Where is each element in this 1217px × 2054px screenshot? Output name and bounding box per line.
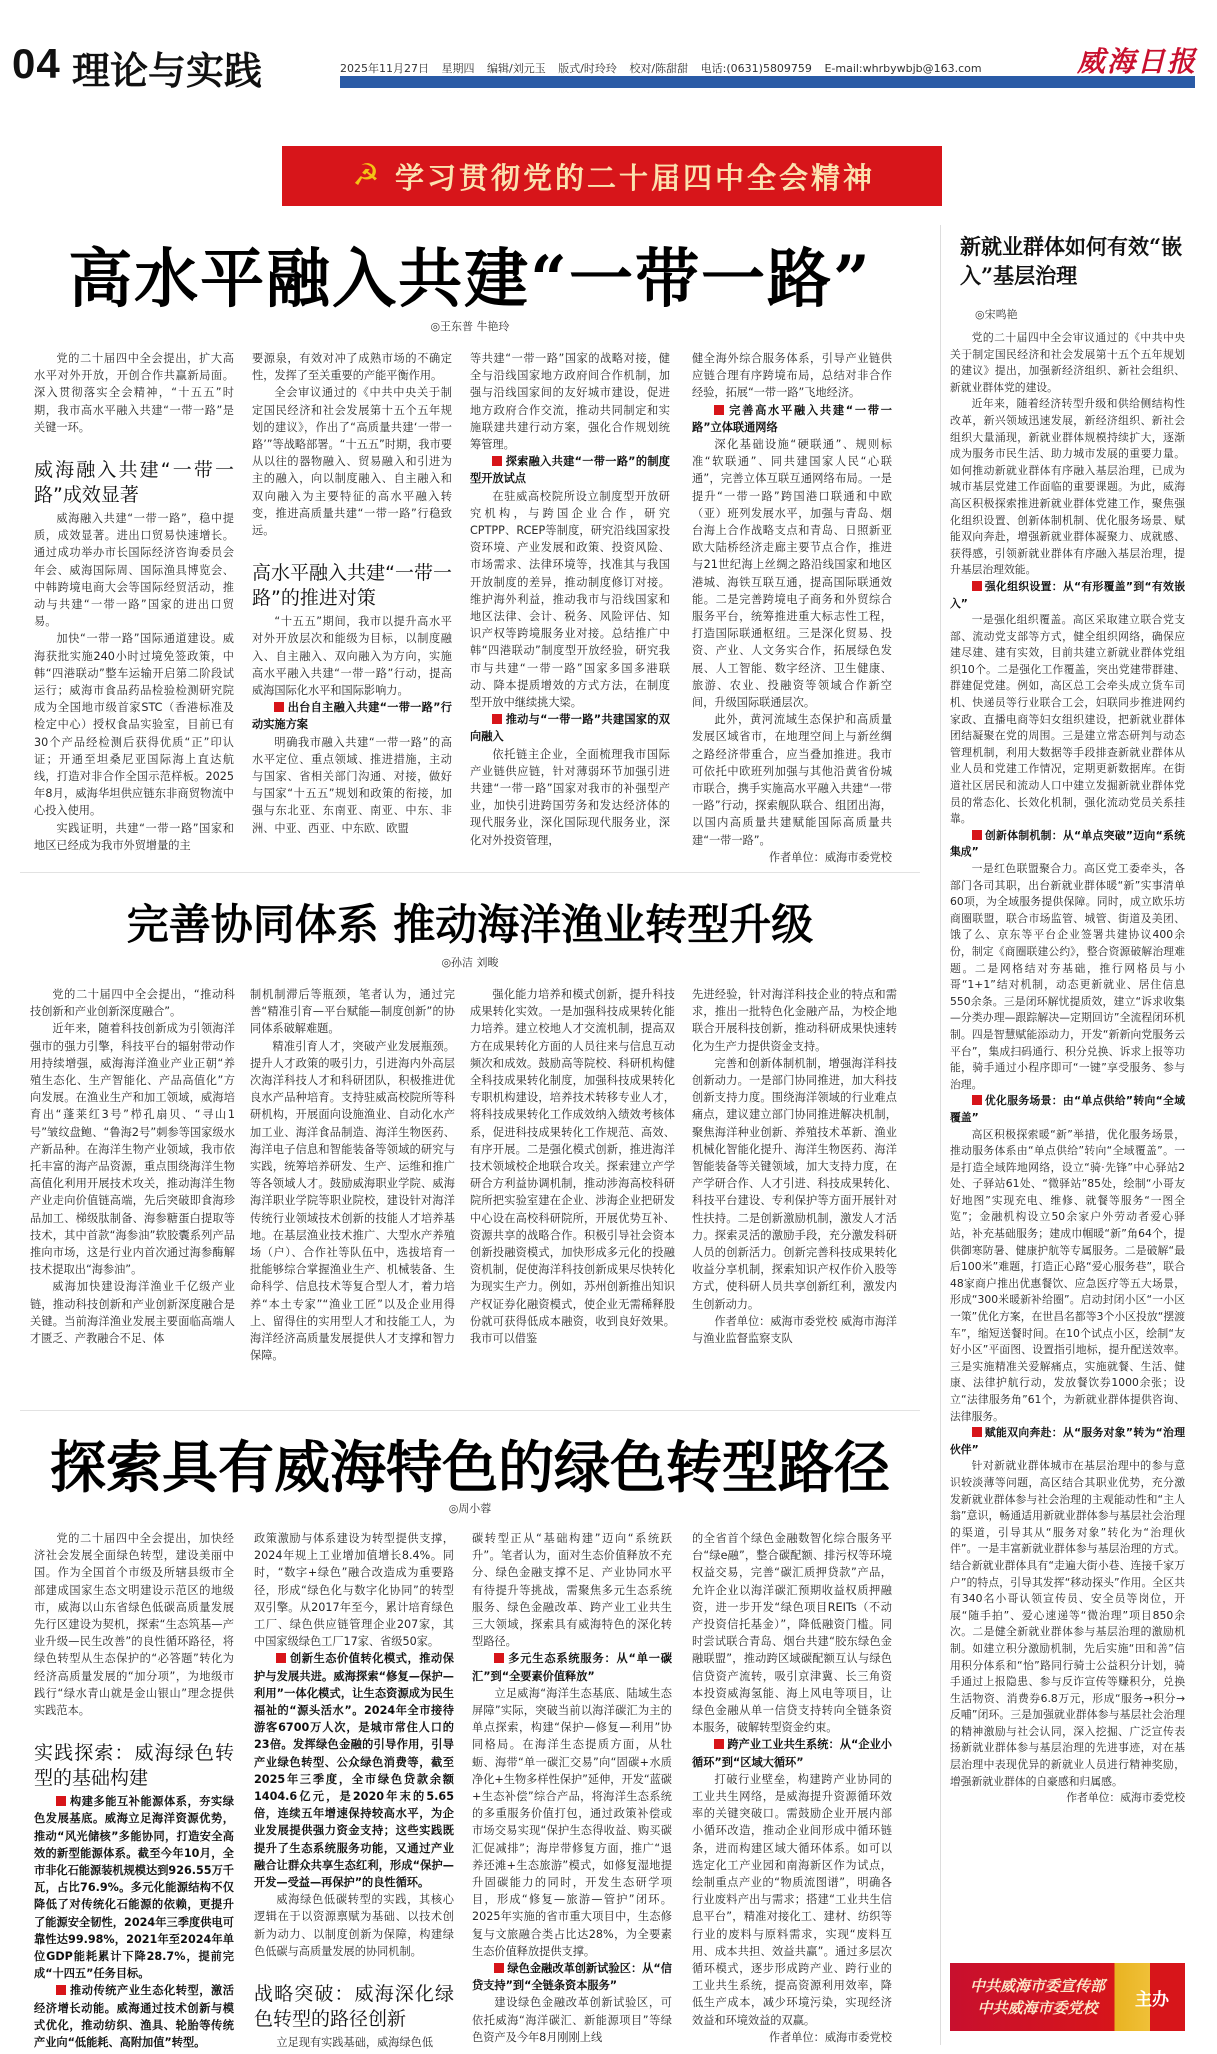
sidebar-title: 新就业群体如何有效“嵌入”基层治理 <box>960 234 1183 288</box>
lead-in-heading: 出台自主融入共建“一带一路”行动实施方案 <box>252 699 452 733</box>
sponsor-line-1: 中共威海市委宣传部 <box>969 1977 1105 1995</box>
sidebar-divider <box>940 225 941 2045</box>
page-number: 04 <box>12 40 61 87</box>
paragraph: 立足威海“海洋生态基底、陆域生态屏障”实际，突破当前以海洋碳汇为主的单点探索，构建“保护—修复—利用”协同格局。在海洋生态提质方面，从牡蛎、海带“单一碳汇交易”向“固碳+水质净化+生物多样性保护”延伸，开发“蓝碳+生态补偿”综合产品，将海洋生态系统的多重服务价值打包，通过政策补偿或市场交易实现“保护生态得收益、购买碳汇促减排”；海岸带修复方面，推广“退养还滩+生态旅游”模式，如修复湿地提升固碳能力的同时，开发生态研学项目，形成“修复—旅游—管护”闭环。2025年实施的省市重大项目中，生态修复与文旅融合类占比达28%，为全要素生态价值释放提供支撑。 <box>472 1686 672 1958</box>
sponsor-names <box>950 1975 1125 2019</box>
article3-byline: ◎周小蓉 <box>448 1502 492 1515</box>
contact-phone: 电话:(0631)5809759 <box>700 62 812 75</box>
article1-column-2 <box>252 350 452 837</box>
paragraph: 威海加快建设海洋渔业千亿级产业链，推动科技创新和产业创新深度融合是关键。当前海洋渔业发展主要面临高端人才匮乏、产教融合不足、体 <box>30 1280 235 1346</box>
paragraph: 党的二十届四中全会提出，“推动科技创新和产业创新深度融合”。 <box>30 988 235 1019</box>
paragraph: 威海绿色低碳转型的实践，其核心逻辑在于以资源禀赋为基础、以技术创新为动力、以制度创新为保障，构建绿色低碳与高质量发展的协同机制。 <box>254 1893 454 1958</box>
paragraph: 此外，黄河流域生态保护和高质量发展区域省市，在地理空间上与新丝绸之路经济带重合，应当叠加推进。我市可依托中欧班列加强与其他沿黄省份城市联合，携手实施高水平融入共建“一带一路”行动，探索舰队联合、组团出海，以国内高质量共建赋能国际高质量共建“一带一路”。 <box>692 713 892 847</box>
paragraph: “十五五”期间，我市以提升高水平对外开放层次和能级为目标，以制度融入、自主融入、双向融入为方向，实施高水平融入共建“一带一路”行动，提高威海国际化水平和国际影响力。 <box>252 615 452 698</box>
paragraph: 在驻威高校院所设立制度型开放研究机构，与跨国企业合作，研究CPTPP、RCEP等制度，研究沿线国家投资环境、产业发展和政策、投资风险、市场需求、法律环境等，找准其与我国开放制度的差异，推动制度修订对接。维护海外利益，推动我市与沿线国家和地区法律、会计、税务、风险评估、知识产权等跨境服务业对接。总结推广中韩“四港联动”制度型开放经验，研究我市与共建“一带一路”国家多国多港联动、降本提质增效的方式方法，在制度型开放中继续挑大梁。 <box>470 489 670 710</box>
subheading: 战略突破：威海深化绿色转型的路径创新 <box>254 1983 454 2031</box>
article3-column-3 <box>472 1530 672 2046</box>
paragraph: 深化基础设施“硬联通”、规则标准“软联通”、同共建国家人民“心联通”，完善立体互联互通网络布局。一是提升“一带一路”跨国港口联通和中欧（亚）班列发展水平，加强与青岛、烟台海上合作战略支点和青岛、日照新亚欧大陆桥经济走廊主要节点合作，推进与21世纪海上丝绸之路沿线国家和地区港城、海铁互联互通，提高国际联通效能。二是完善跨境电子商务和外贸综合服务平台，统筹推进重大标志性工程，打造国际联通枢纽。三是深化贸易、投资、产业、人文务实合作，拓展绿色发展、人工智能、数字经济、卫生健康、旅游、农业、投融资等领域合作新空间，升级国际联通层次。 <box>692 438 892 710</box>
lead-in-heading: 绿色金融改革创新试验区：从“信贷支持”到“全链条资本服务” <box>472 1960 672 1994</box>
section-divider <box>20 1410 920 1411</box>
paragraph: 党的二十届四中全会审议通过的《中共中央关于制定国民经济和社会发展第十五个五年规划的建议》提出，加强新经济组织、新社会组织、新就业群体党的建设。 <box>950 331 1185 394</box>
issue-meta <box>340 60 991 76</box>
paragraph: 加快“一带一路”国际通道建设。威海获批实施240小时过境免签政策，中韩“四港联动”整车运输开启第二阶段试运行；威海市食品药品检验检测研究院成为全国地市级首家STC（香港标准及检定中心）授权食品实验室，目前已有30个产品经检测后获得优质“正”印认证；开通至坦桑尼亚国际海上直达航线，打造对非合作全国示范样板。2025年8月，威海华坦供应链东非商贸物流中心投入使用。 <box>34 632 234 818</box>
lead-in-heading: 推动与“一带一路”共建国家的双向融入 <box>470 711 670 745</box>
section-divider <box>20 872 920 873</box>
article1-column-4 <box>692 350 892 865</box>
lead-in-heading: 推动传统产业生态化转型，激活经济增长动能。威海通过技术创新与模式优化，推动纺织、渔具、轮胎等传统产业向“低能耗、高附加值”转型。 <box>34 1982 234 2050</box>
author-affiliation: 作者单位：威海市委党校 <box>768 850 892 864</box>
layout-credit: 版式/时玲玲 <box>558 62 617 75</box>
issue-date: 2025年11月27日 <box>340 62 429 75</box>
paragraph: 的全省首个绿色金融数智化综合服务平台“绿e融”，整合碳配额、排污权等环境权益交易，完善“碳汇质押贷款”产品，允许企业以海洋碳汇预期收益权质押融资，进一步开发“绿色项目REITs（不动产投资信托基金）”，降低融资门槛。同时尝试联合青岛、烟台共建“胶东绿色金融联盟”，推动跨区域碳配额互认与绿色信贷资产流转，吸引京津冀、长三角资本投资威海氢能、海上风电等项目，让绿色金融从单一信贷支持转向全链条资本服务，破解转型资金约束。 <box>692 1532 892 1735</box>
lead-in-heading: 赋能双向奔赴：从“服务对象”转为“治理伙伴” <box>950 1425 1185 1458</box>
paragraph: 政策激励与体系建设为转型提供支撑，2024年规上工业增加值增长8.4%。同时，“数字+绿色”融合改造成为重要路径，形成“绿色化与数字化协同”的转型双引擎。从2017年至今，累计培育绿色工厂、绿色供应链管理企业207家，其中国家级绿色工厂17家、省级50家。 <box>254 1532 454 1649</box>
theme-banner <box>282 146 942 206</box>
masthead-blue-bar <box>340 76 1195 88</box>
paragraph: 明确我市融入共建“一带一路”的高水平定位、重点领域、推进措施，主动与国家、省相关部门沟通、对接，做好与国家“十五五”规划和政策的衔接，加强与东北亚、东南亚、南亚、中东、非洲、中亚、西亚、中东欧、欧盟 <box>252 735 452 835</box>
paragraph: 近年来，随着科技创新成为引领海洋强市的强力引擎，科技平台的辐射带动作用持续增强，威海海洋渔业产业正朝“养殖生态化、生产智能化、产品高值化”方向发展。在渔业生产和加工领域，威海培育出“蓬莱红3号”栉孔扇贝、“寻山1号”皱纹盘鲍、“鲁海2号”刺参等国家级水产新品种。在海洋生物产业领域，我市依托丰富的海产品资源，重点围绕海洋生物高值化利用开展技术攻关，推动海洋生物产业走向价值链高端，先后突破即食海珍品加工、梯级肽制备、海参糖蛋白提取等技术，其中首款“海参油”软胶囊系列产品推向市场，这是行业内首次通过海参酶解技术提取出“海参油”。 <box>30 1022 235 1277</box>
paragraph: 制机制滞后等瓶颈，笔者认为，通过完善“精准引育—平台赋能—制度创新”的协同体系破解难题。 <box>250 988 455 1036</box>
lead-in-heading: 跨产业工业共生系统：从“企业小循环”到“区域大循环” <box>692 1736 892 1770</box>
paragraph: 完善和创新体制机制，增强海洋科技创新动力。一是部门协同推进，加大科技创新支持力度。围绕海洋领域的行业难点痛点，建议建立部门协同推进解决机制，聚焦海洋种业创新、养殖技术革新、渔业机械化智能化提升、海洋生物医药、海洋智能装备等关键领域，加大支持力度，在产学研合作、人才引进、科技成果转化、科技平台建设、专利保护等方面开展针对性扶持。二是创新激励机制，激发人才活力。探索灵活的激励手段，充分激发科研人员的创新活力。创新完善科技成果转化收益分享机制，探索知识产权作价入股等方式，使科研人员共享创新红利，激发内生创新动力。 <box>692 1056 897 1311</box>
hammer-sickle-icon: ☭ <box>352 158 380 193</box>
paragraph: 健全海外综合服务体系，引导产业链供应链合理有序跨境布局，总结对非合作经验，拓展“一带一路”飞地经济。 <box>692 352 892 400</box>
paragraph: 精准引育人才，突破产业发展瓶颈。提升人才政策的吸引力，引进海内外高层次海洋科技人才和科研团队，积极推进优良水产品种培育。支持驻威高校院所等科研机构，开展面向设施渔业、自动化水产加工业、海洋食品制造、海洋生物医药、海洋电子信息和智能装备等领域的研究与实践，统筹培养研发、生产、运维和推广等各领域人才。鼓励威海职业学院、威海海洋职业学院等职业院校，建设针对海洋传统行业领域技术创新的技能人才培养基地。在基层渔业技术推广、大型水产养殖场（户）、合作社等队伍中，选拔培育一批能够综合掌握渔业生产、机械装备、生命科学、信息技术等复合型人才，着力培养“本土专家”“渔业工匠”以及企业用得上、留得住的实用型人才和技能工人，为海洋经济高质量发展提供人才支撑和智力保障。 <box>250 1039 455 1363</box>
editor-credit: 编辑/刘元玉 <box>487 62 546 75</box>
sidebar-body <box>950 330 1185 1807</box>
paragraph: 全会审议通过的《中共中央关于制定国民经济和社会发展第十五个五年规划的建议》，作出了“高质量共建‘一带一路’”等战略部署。“十五五”时期，我市要从以往的器物融入、贸易融入和引进为主的融入，向以制度融入、自主融入和双向融入为主要特征的高水平融入转变，推进高质量共建“一带一路”行稳致远。 <box>252 386 452 538</box>
article1-byline: ◎王东普 牛艳玲 <box>430 320 510 333</box>
author-affiliation: 作者单位：威海市委党校 <box>1066 1791 1185 1805</box>
lead-in-heading: 优化服务场景：由“单点供给”转向“全域覆盖” <box>950 1093 1185 1126</box>
lead-in-heading: 多元生态系统服务：从“单一碳汇”到“全要素价值释放” <box>472 1650 672 1684</box>
article2-column-2 <box>250 986 455 1364</box>
lead-in-heading: 强化组织设置：从“有形覆盖”到“有效嵌入” <box>950 579 1185 612</box>
paragraph: 要源泉，有效对冲了成熟市场的不确定性，发挥了至关重要的产能平衡作用。 <box>252 352 452 383</box>
paragraph: 碳转型正从“基础构建”迈向“系统跃升”。笔者认为，面对生态价值释放不充分、绿色金融支撑不足、产业协同水平有待提升等挑战，需聚焦多元生态系统服务、绿色金融改革、跨产业工业共生三大领域，探索具有威海特色的深化转型路径。 <box>472 1532 672 1649</box>
section-title: 理论与实践 <box>72 49 263 93</box>
article3-title: 探索具有威海特色的绿色转型路径 <box>50 1435 890 1501</box>
article2-column-4 <box>692 986 897 1347</box>
paragraph: 一是红色联盟聚合力。高区党工委牵头，各部门各司其职，出台新就业群体暖“新”实事清单60项，为全域服务提供保障。同时，成立欧乐坊商圈联盟，联合市场监管、城管、街道及美团、饿了么、京东等平台企业签署共建协议400余份，制定《商圈联建公约》，整合资源破解治理难题。二是网格结对夯基础，推行网格员与小哥“1+1”结对机制，动态更新就业、居住信息550余条。三是闭环解忧提质效，建立“诉求收集—分类办理—跟踪解决—定期回访”全流程闭环机制。四是智慧赋能添动力，开发“新新向党服务云平台”，集成扫码通行、积分兑换、诉求上报等功能，骑手通过小程序即可“一键”享受服务、参与治理。 <box>950 862 1185 1091</box>
article2-column-1 <box>30 986 235 1347</box>
paragraph: 依托链主企业，全面梳理我市国际产业链供应链，针对薄弱环节加强引进共建“一带一路”国家对我市的补强型产业，加快引进跨国劳务和发达经济体的现代服务业，深化国际现代服务业，深化对外投资管理， <box>470 747 670 847</box>
paragraph: 等共建“一带一路”国家的战略对接，健全与沿线国家地方政府间合作机制，加强与沿线国家间的友好城市建设，促进地方政府合作交流，推动共同制定和实施联建共建行动方案，强化合作规划统筹管理。 <box>470 352 670 452</box>
article2-title: 完善协同体系 推动海洋渔业转型升级 <box>126 900 814 949</box>
sponsor-host-label: 主办 <box>1135 1989 1169 2010</box>
author-affiliation: 作者单位：威海市委党校 <box>768 2030 892 2044</box>
contact-email[interactable]: E-mail:whrbywbjb@163.com <box>824 62 982 75</box>
article2-column-3 <box>470 986 675 1347</box>
paragraph: 针对新就业群体城市在基层治理中的参与意识较淡薄等问题，高区结合其职业优势，充分激发新就业群体参与社会治理的主观能动性和“主人翁”意识，畅通适用新就业群体参与基层社会治理的渠道，引导其从“服务对象”转化为“治理伙伴”。一是丰富新就业群体参与基层治理的方式。结合新就业群体具有“走遍大街小巷、连接千家万户”的特点，引导其发挥“移动探头”作用。全区共有340名小哥认领宣传员、安全员等岗位，开展“随手拍”、爱心速递等“微治理”项目850余次。二是健全新就业群体参与基层治理的激励机制。如建立积分激励机制，先后实施“田和善”信用积分体系和“怡”路同行骑士公益积分计划，骑手通过上报隐患、参与反诈宣传等赚积分，兑换生活物资、消费券6.8万元，形成“服务→积分→反哺”闭环。三是加强就业群体参与基层社会治理的精神激励与社会认同，深入挖掘、广泛宣传表扬新就业群体参与基层治理的先进事迹，对在基层治理中表现优异的新就业人员进行精神奖励，增强新就业群体的自豪感和归属感。 <box>950 1459 1185 1788</box>
article3-column-1 <box>34 1530 234 2050</box>
masthead <box>0 0 1217 95</box>
paragraph: 一是强化组织覆盖。高区采取建立联合党支部、流动党支部等方式，健全组织网络，确保应建尽建、建有实效，目前共建立新就业群体党组织10个。二是强化工作覆盖，突出党建带群建、群建促党建。例如，高区总工会牵头成立货车司机、快递员等行业联合工会，妇联同步推进网约家政、直播电商等妇女组织建设，把新就业群体团结凝聚在党的周围。三是建立常态研判与动态管理机制，利用大数据等手段排查新就业群体从业人员和党建工作情况，定期更新数据库。在街道社区居民和流动人口中建立发掘新就业群体党员的常态化、长效化机制，强化流动党员关系挂靠。 <box>950 613 1185 826</box>
lead-in-heading: 创新体制机制：从“单点突破”迈向“系统集成” <box>950 828 1185 861</box>
article1-column-3 <box>470 350 670 849</box>
paragraph: 先进经验，针对海洋科技企业的特点和需求，推出一批特色化金融产品，为校企地联合开展科技创新，推动科研成果快速转化为生产力提供资金支持。 <box>692 988 897 1053</box>
subheading: 高水平融入共建“一带一路”的推进对策 <box>252 562 452 610</box>
newspaper-logo: 威海日报 <box>1076 45 1197 78</box>
paragraph: 党的二十届四中全会提出，扩大高水平对外开放，开创合作共赢新局面。深入贯彻落实全会精神，“十五五”时期，我市高水平融入共建“一带一路”是关键一环。 <box>34 352 234 434</box>
article1-column-1 <box>34 350 234 854</box>
subheading: 威海融入共建“一带一路”成效显著 <box>34 459 234 507</box>
paragraph: 立足现有实践基础，威海绿色低 <box>276 2036 434 2050</box>
sponsor-line-2: 中共威海市委党校 <box>977 1999 1098 2017</box>
sponsor-banner <box>950 1963 1185 2031</box>
sidebar-byline: ◎宋鸣艳 <box>975 308 1018 321</box>
paragraph: 强化能力培养和模式创新，提升科技成果转化实效。一是加强科技成果转化能力培养。建立校地人才交流机制，提高双方在成果转化方面的人员往来与信息互动频次和成效。鼓励高等院校、科研机构健全科技成果转化制度，加强科技成果转化专职机构建设，培养技术转移专业人才，将科技成果转化工作成效纳入绩效考核体系，促进科技成果转化工作规范、高效、有序开展。二是强化模式创新，推进海洋技术领域校企地联合攻关。探索建立产学研合方利益协调机制，推动涉海高校科研院所把实验室建在企业、涉海企业把研发中心设在高校科研院所，开展优势互补、资源共享的战略合作。积极引导社会资本创新投融资模式，加快形成多元化的投融资机制，促使海洋科技创新成果尽快转化为现实生产力。例如，苏州创新推出知识产权证券化融资模式，使企业无需稀释股份就可获得低成本融资，收到良好效果。我市可以借鉴 <box>470 988 675 1346</box>
paragraph: 作者单位：威海市委党校 威海市海洋与渔业监督监察支队 <box>692 1314 897 1346</box>
lead-in-heading: 探索融入共建“一带一路”的制度型开放试点 <box>470 453 670 487</box>
issue-weekday: 星期四 <box>441 62 475 75</box>
article1-title: 高水平融入共建“一带一路” <box>68 242 872 317</box>
paragraph: 近年来，随着经济转型升级和供给侧结构性改革，新兴领域迅速发展，新经济组织、新社会组织大量涌现，新就业群体规模持续扩大，逐渐成为服务市民生活、助力城市发展的重要力量。如何推动新就业群体有序融入基层治理，已成为城市基层党建工作面临的重要课题。为此，威海高区积极探索推进新就业群体党建工作，聚焦强化组织设置、创新体制机制、优化服务场景、赋能双向奔赴，增强新就业群体凝聚力、成就感、获得感，引领新就业群体有序融入基层治理，提升基层治理效能。 <box>950 397 1185 577</box>
paragraph: 实践证明，共建“一带一路”国家和地区已经成为我市外贸增量的主 <box>34 821 234 852</box>
banner-text: 学习贯彻党的二十届四中全会精神 <box>394 160 875 195</box>
lead-in-heading: 构建多能互补能源体系，夯实绿色发展基底。威海立足海洋资源优势，推动“风光储核”多能协同，打造安全高效的新型能源体系。截至今年10月，全市非化石能源装机规模达到926.55万千瓦，占比76.9%。多元化能源结构不仅降低了对传统化石能源的依赖，更提升了能源安全韧性，2024年三季度供电可靠性达99.98%，2021年至2024年单位GDP能耗累计下降28.7%，提前完成“十四五”任务目标。 <box>34 1793 234 1982</box>
paragraph: 威海融入共建“一带一路”，稳中提质，成效显著。进出口贸易快速增长。通过成功举办市长国际经济咨询委员会年会、威海国际周、国际渔具博览会、中韩跨境电商大会等国际经贸活动，推动与共建“一带一路”国家的进出口贸易。 <box>34 512 234 629</box>
subheading: 实践探索：威海绿色转型的基础构建 <box>34 1742 234 1790</box>
proof-credit: 校对/陈甜甜 <box>629 62 689 75</box>
article3-column-2 <box>254 1530 454 2050</box>
paragraph: 党的二十届四中全会提出，加快经济社会发展全面绿色转型，建设美丽中国。作为全国首个市级及所辖县级市全部建成国家生态文明建设示范区的地级市，威海以山东省绿色低碳高质量发展先行区建设为契机，探索“生态筑基—产业升级—民生改善”的良性循环路径，将绿色转型从生态保护的“必答题”转化为经济高质量发展的“加分项”，为地级市践行“绿水青山就是金山银山”理念提供实践范本。 <box>34 1532 234 1718</box>
paragraph: 高区积极探索暖“新”举措，优化服务场景，推动服务体系由“单点供给”转向“全域覆盖”。一是打造全域阵地网络，设立“骑·先锋”中心驿站2处、子驿站61处、“微驿站”85处，绘制“小哥友好地图”实现充电、维修、就餐等服务“一图全览”；金融机构设立50余家户外劳动者爱心驿站，补充基础服务；建成巾帼暖“新”角64个，提供御寒防暑、健康护航等专属服务。二是破解“最后100米”难题，打造正心路“爱心服务巷”，联合48家商户推出优惠餐饮、应急医疗等五大场景，形成“300米暖新补给圈”。启动封闭小区“一小区一策”优化方案，在世昌名都等3个小区投放“摆渡车”，缩短送餐时间。在10个试点小区，绘制“友好小区”平面图、设置指引地标，提升配送效率。三是实施精准关爱解痛点，实施就餐、生活、健康、法律护航行动，发放餐饮券1000余张；设立“法律服务角”61个，为新就业群体提供咨询、法律服务。 <box>950 1127 1185 1423</box>
paragraph: 打破行业壁垒，构建跨产业协同的工业共生网络，是威海提升资源循环效率的关键突破口。需鼓励企业开展内部小循环改造，推动企业间形成中循环链条，进而构建区域大循环体系。如可以选定化工产业园和南海新区作为试点，绘制重点产业的“物质流图谱”，明确各行业废料产出与需求；搭建“工业共生信息平台”，精准对接化工、建材、纺织等行业的废料与原料需求，实现“废料互用、成本共担、效益共赢”。通过多层次循环模式，逐步形成跨产业、跨行业的工业共生系统，提高资源利用效率，降低生产成本，减少环境污染，实现经济效益和环境效益的双赢。 <box>692 1772 892 2027</box>
lead-in-heading: 创新生态价值转化模式，推动保护与发展共进。威海探索“修复—保护—利用”一体化模式，让生态资源成为民生福祉的“源头活水”。2024年全市接待游客6700万人次，是城市常住人口的23倍。发挥绿色金融的引导作用，引导产业绿色转型、公众绿色消费等，截至2025年三季度，全市绿色贷款余额1404.6亿元，是2020年末的5.65倍，连续五年增速保持较高水平，为企业发展提供强力资金支持；这些实践既提升了生态系统服务功能，又通过产业融合让群众共享生态红利，形成“保护—开发—受益—再保护”的良性循环。 <box>254 1650 454 1891</box>
article2-byline: ◎孙洁 刘畯 <box>441 956 499 969</box>
article3-column-4 <box>692 1530 892 2046</box>
lead-in-heading: 完善高水平融入共建“一带一路”立体联通网络 <box>692 402 892 436</box>
paragraph: 建设绿色金融改革创新试验区，可依托威海“海洋碳汇、新能源项目”等绿色资产及今年8月刚刚上线 <box>472 1996 672 2044</box>
